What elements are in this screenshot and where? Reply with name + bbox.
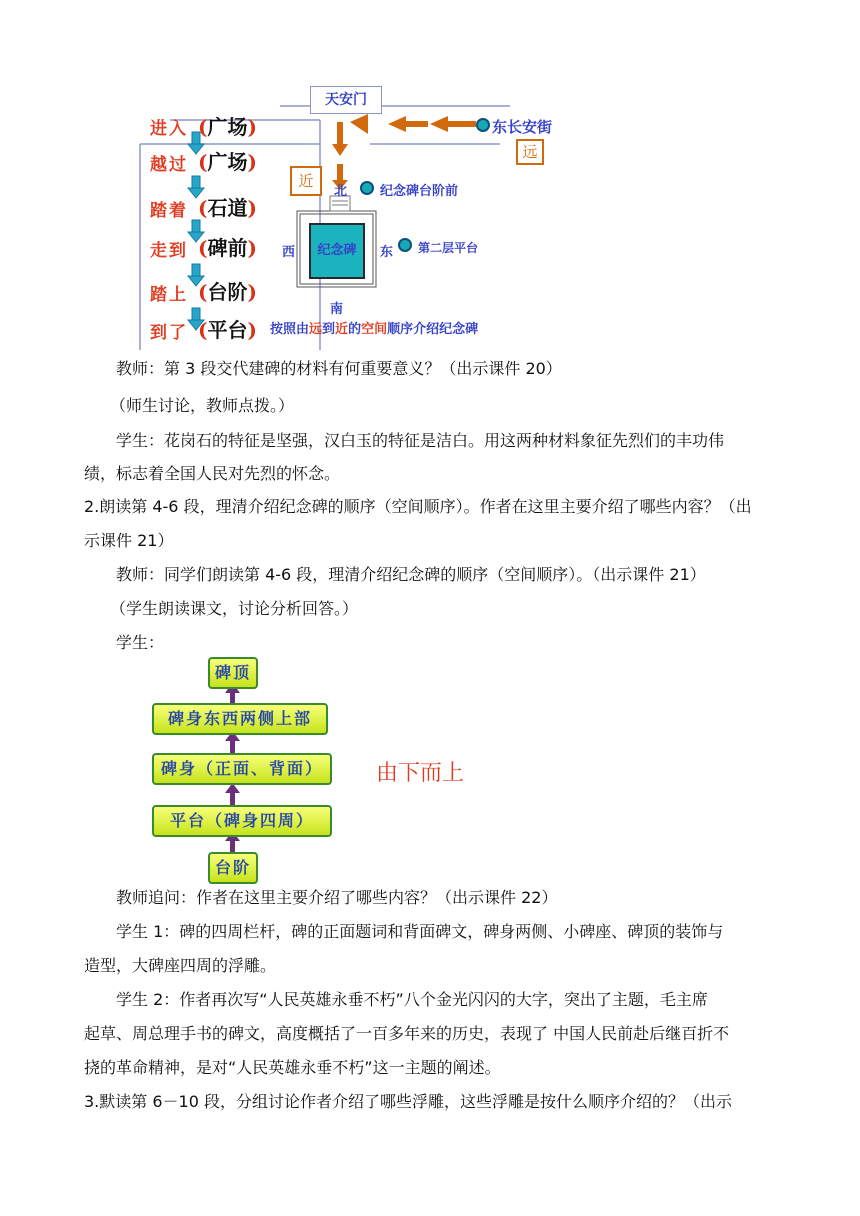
west-label: 西 — [282, 245, 296, 260]
second-platform-label: 第二层平台 — [418, 241, 479, 255]
step-verb-4: 走到 — [150, 241, 188, 261]
paragraph-student2-line3: 挠的革命精神，是对“人民英雄永垂不朽”这一主题的阐述。 — [84, 1058, 501, 1077]
box-body-front-back: 碑身（正面、背面） — [152, 753, 332, 785]
step-place-6: (平台) — [198, 318, 257, 342]
north-label: 北 — [334, 184, 348, 199]
paragraph-teacher-q3: 教师：第 3 段交代建碑的材料有何重要意义？（出示课件 20） — [116, 359, 562, 378]
diagram-caption: 按照由远到近的空间顺序介绍纪念碑 — [270, 322, 479, 337]
step-verb-6: 到了 — [150, 323, 188, 343]
paragraph-student1-line1: 学生 1：碑的四周栏杆，碑的正面题词和背面碑文，碑身两侧、小碑座、碑顶的装饰与 — [116, 922, 724, 941]
step-place-5: (台阶) — [198, 280, 257, 304]
paragraph-task2-line2: 示课件 21） — [84, 531, 174, 550]
bottom-up-label: 由下而上 — [376, 761, 465, 786]
box-top: 碑顶 — [208, 657, 258, 689]
paragraph-teacher-followup: 教师追问：作者在这里主要介绍了哪些内容？（出示课件 22） — [116, 888, 558, 907]
step-place-3: (石道) — [198, 196, 257, 220]
paragraph-task2-line1: 2.朗读第 4-6 段，理清介绍纪念碑的顺序（空间顺序）。作者在这里主要介绍了哪些内容？（出 — [84, 497, 752, 516]
box-upper-sides: 碑身东西两侧上部 — [152, 703, 328, 735]
box-platform: 平台（碑身四周） — [152, 805, 332, 837]
step-place-1: (广场) — [198, 115, 257, 139]
monument-label: 纪念碑 — [317, 243, 357, 258]
steps-front-label: 纪念碑台阶前 — [380, 184, 459, 199]
step-verb-3: 踏着 — [150, 201, 188, 221]
paragraph-student2-line2: 起草、周总理手书的碑文，高度概括了一百多年来的历史，表现了 中国人民前赴后继百折不 — [84, 1024, 730, 1043]
paragraph-student1-line2: 造型，大碑座四周的浮雕。 — [84, 956, 277, 975]
paragraph-student-answer-line2: 绩，标志着全国人民对先烈的怀念。 — [84, 464, 341, 483]
street-label: 东长安街 — [492, 118, 553, 136]
paragraph-student2-line1: 学生 2：作者再次写“人民英雄永垂不朽”八个金光闪闪的大字，突出了主题，毛主席 — [116, 990, 708, 1009]
spatial-order-diagram — [130, 84, 570, 352]
street-dot — [476, 118, 490, 132]
far-box: 远 — [516, 139, 544, 165]
paragraph-student-label: 学生： — [116, 633, 165, 652]
east-label: 东 — [380, 245, 394, 260]
box-steps: 台阶 — [208, 852, 258, 884]
step-verb-5: 踏上 — [150, 285, 188, 305]
steps-front-dot — [360, 181, 374, 195]
step-place-2: (广场) — [198, 150, 257, 174]
step-verb-2: 越过 — [150, 155, 188, 175]
paragraph-teacher-read: 教师：同学们朗读第 4-6 段，理清介绍纪念碑的顺序（空间顺序）。（出示课件 21） — [116, 565, 706, 584]
paragraph-students-read: （学生朗读课文，讨论分析回答。） — [110, 599, 359, 618]
second-platform-dot — [398, 238, 412, 252]
paragraph-student-answer-line1: 学生：花岗石的特征是坚强，汉白玉的特征是洁白。用这两种材料象征先烈们的丰功伟 — [116, 431, 725, 450]
south-label: 南 — [330, 302, 344, 317]
bottom-up-diagram — [150, 655, 490, 881]
paragraph-discussion: （师生讨论，教师点拨。） — [110, 396, 295, 415]
near-box: 近 — [290, 166, 322, 196]
paragraph-task3: 3.默读第 6－10 段，分组讨论作者介绍了哪些浮雕，这些浮雕是按什么顺序介绍的？（出示 — [84, 1092, 732, 1111]
tiananmen-label: 天安门 — [310, 86, 382, 114]
step-verb-1: 进入 — [150, 119, 188, 139]
step-place-4: (碑前) — [198, 236, 257, 260]
